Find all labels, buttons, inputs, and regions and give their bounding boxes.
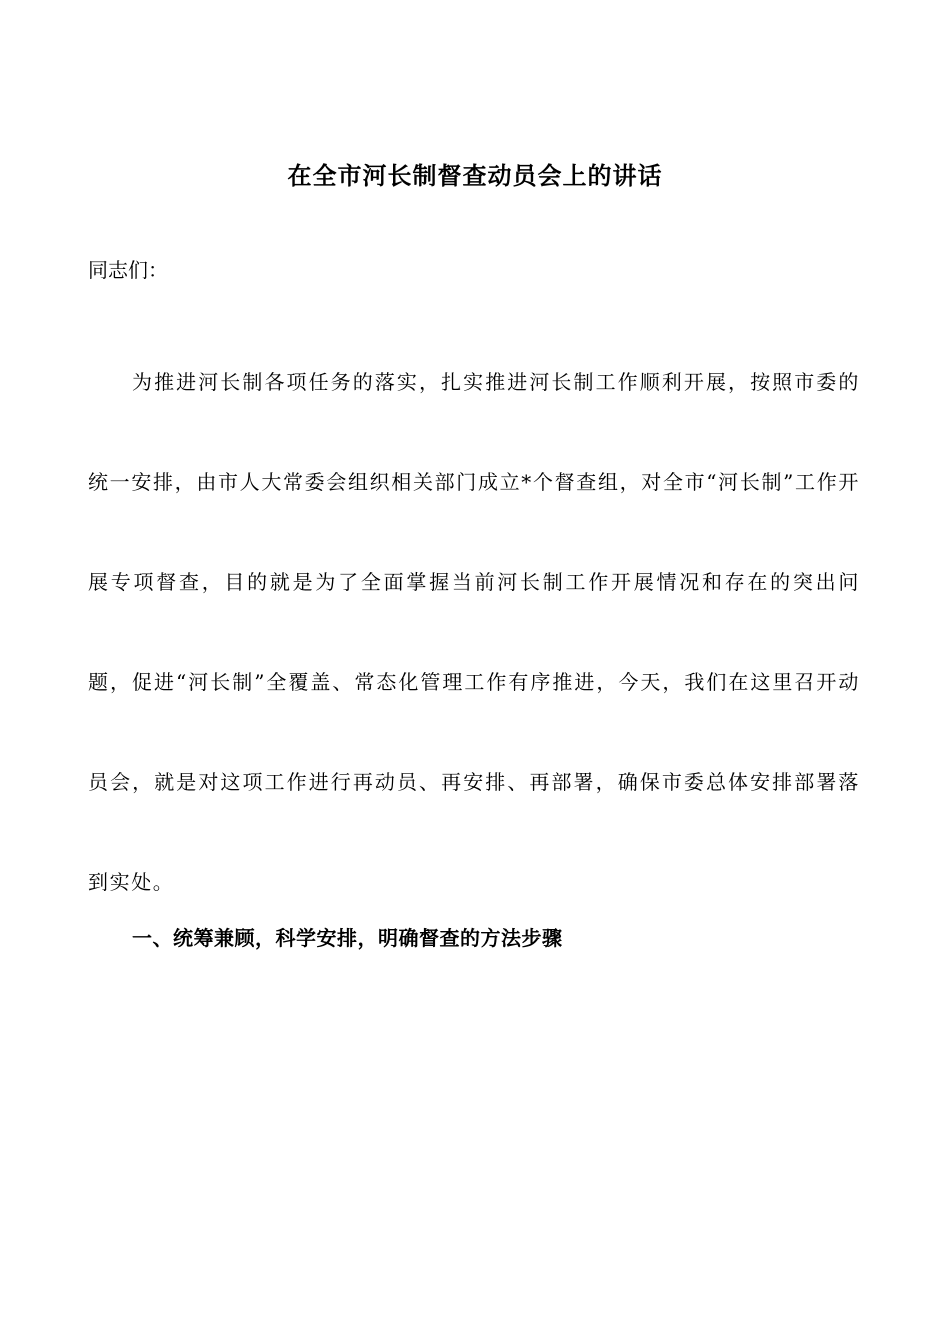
document-title: 在全市河长制督查动员会上的讲话	[287, 161, 663, 190]
body-paragraph: 为推进河长制各项任务的落实，扎实推进河长制工作顺利开展，按照市委的统一安排，由市人大常委会组织相关部门成立*个督查组，对全市“河长制”工作开展专项督查，目的就是为了全面掌握当前河长制工作开展情况和存在的突出问题，促进“河长制”全覆盖、常态化管理工作有序推进，今天，我们在这里召开动员会，就是对这项工作进行再动员、再安排、再部署，确保市委总体安排部署落到实处。	[88, 370, 860, 894]
salutation: 同志们：	[88, 258, 168, 282]
section-heading: 一、统筹兼顾，科学安排，明确督查的方法步骤	[132, 926, 563, 950]
